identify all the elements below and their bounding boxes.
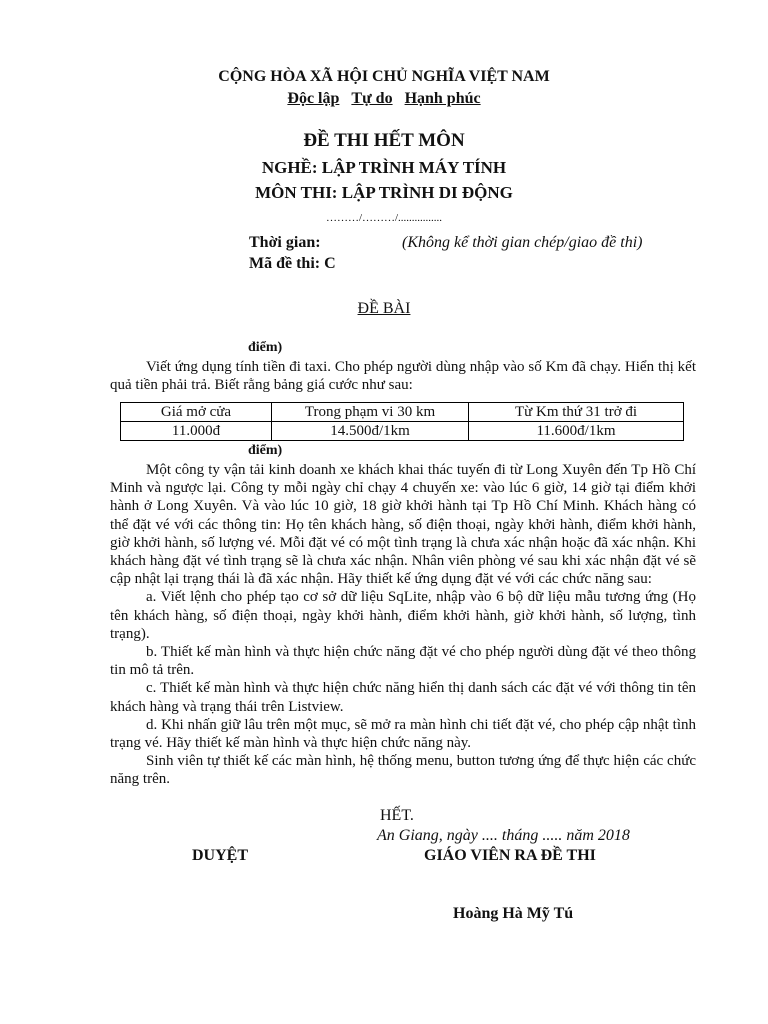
time-label: Thời gian: <box>249 234 321 251</box>
exam-major: NGHỀ: LẬP TRÌNH MÁY TÍNH <box>261 158 507 177</box>
motto-happiness: Hạnh phúc <box>404 90 481 107</box>
time-note: (Không kể thời gian chép/giao đề thi) <box>402 234 643 251</box>
table-header-cell: Từ Km thứ 31 trở đi <box>469 403 684 422</box>
end-marker: HẾT. <box>380 807 414 824</box>
table-cell: 14.500đ/1km <box>272 422 469 441</box>
exam-date: ………/………/................ <box>325 212 443 224</box>
q2-intro: Một công ty vận tải kinh doanh xe khách khai thác tuyến đi từ Long Xuyên đến Tp Hồ Chí Minh và ngược lại. Công ty mỗi ngày chỉ chạy 4 chuyến xe: vào lúc 6 giờ, 14 giờ tại điểm khởi hành ở Long Xuyên. Và vào lúc 10 giờ, 18 giờ khởi hành tại Tp Hồ Chí Minh. Khách hàng có thể đặt vé với các thông tin: Họ tên khách hàng, số điện thoại, ngày khởi hành, điểm khởi hành, giờ khởi hành, số lượng vé. Mỗi đặt vé có một tình trạng là chưa xác nhận hoặc đã xác nhận. Khi khách hàng đặt vé tình trạng sẽ là chưa xác nhận. Nhân viên phòng vé sau khi xác nhận đặt vé sẽ cập nhật lại trạng thái là đã xác nhận. Hãy thiết kế ứng dụng đặt vé với các chức năng sau: <box>110 462 696 588</box>
teacher-label: GIÁO VIÊN RA ĐỀ THI <box>424 847 596 864</box>
table-cell: 11.600đ/1km <box>469 422 684 441</box>
q1-text <box>110 358 696 394</box>
q2-closing: Sinh viên tự thiết kế các màn hình, hệ thống menu, button tương ứng để thực hiện các chức năng trên. <box>110 753 696 788</box>
q1-points: điểm) <box>248 340 283 355</box>
taxi-fee-table <box>120 402 684 441</box>
table-header-cell: Giá mở cửa <box>121 403 272 422</box>
approve-label: DUYỆT <box>192 847 249 864</box>
q2-item-a: a. Viết lệnh cho phép tạo cơ sở dữ liệu SqLite, nhập vào 6 bộ dữ liệu mẫu tương ứng (Họ tên khách hàng, số điện thoại, ngày khởi hành, điểm khởi hành, giờ khởi hành, số lượng, tình trạng). <box>110 589 696 642</box>
table-header-row <box>121 403 684 422</box>
q2-item-d: d. Khi nhấn giữ lâu trên một mục, sẽ mở ra màn hình chi tiết đặt vé, cho phép cập nhật tình trạng vé. Hãy thiết kế màn hình và thực hiện chức năng này. <box>110 716 696 752</box>
q2-item-c: c. Thiết kế màn hình và thực hiện chức năng hiển thị danh sách các đặt vé với thông tin tên khách hàng và trạng thái trên Listview. <box>110 680 696 715</box>
table-cell: 11.000đ <box>121 422 272 441</box>
exam-title: ĐỀ THI HẾT MÔN <box>303 130 465 151</box>
exam-code: Mã đề thi: C <box>249 255 336 272</box>
section-title: ĐỀ BÀI <box>357 300 411 317</box>
exam-subject: MÔN THI: LẬP TRÌNH DI ĐỘNG <box>255 183 513 202</box>
q2-points: điểm) <box>248 443 283 458</box>
table-row <box>121 422 684 441</box>
table-header-cell: Trong phạm vi 30 km <box>272 403 469 422</box>
q2-item-b: b. Thiết kế màn hình và thực hiện chức năng đặt vé cho phép người dùng đặt vé theo thông tin mô tả trên. <box>110 644 696 679</box>
place-date: An Giang, ngày .... tháng ..... năm 2018 <box>377 827 630 844</box>
q1-paragraph: Viết ứng dụng tính tiền đi taxi. Cho phép người dùng nhập vào số Km đã chạy. Hiển thị kết quả tiền phải trả. Biết rằng bảng giá cước như sau: <box>110 359 696 394</box>
teacher-name: Hoàng Hà Mỹ Tú <box>453 905 574 922</box>
motto-freedom: Tự do <box>351 90 393 107</box>
country-header: CỘNG HÒA XÃ HỘI CHỦ NGHĨA VIỆT NAM <box>218 68 550 85</box>
motto-independence: Độc lập <box>287 90 340 107</box>
motto <box>0 90 768 108</box>
q2-text <box>110 461 696 789</box>
